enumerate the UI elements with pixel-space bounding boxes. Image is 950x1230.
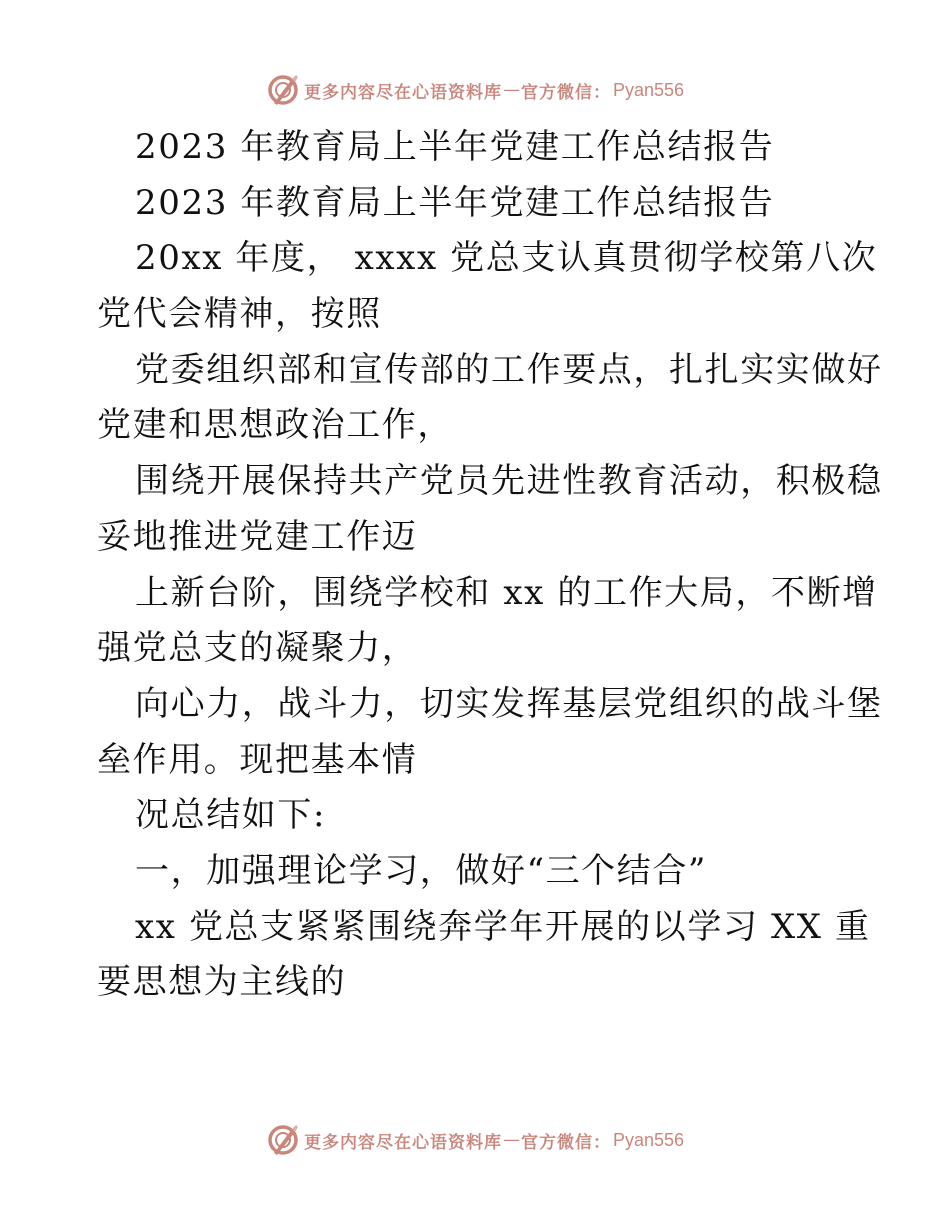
- paragraph-line: 向心力，战斗力，切实发挥基层党组织的战斗堡: [135, 683, 883, 724]
- paragraph-line: 党委组织部和宣传部的工作要点，扎扎实实做好: [135, 349, 883, 390]
- paragraph-line: 20xx 年度， xxxx 党总支认真贯彻学校第八次: [135, 238, 878, 279]
- document-body: [97, 120, 883, 1011]
- paragraph-line: 况总结如下:: [135, 795, 327, 836]
- watermark-dash: —: [502, 1130, 520, 1150]
- pen-logo-icon: [266, 1123, 300, 1157]
- paragraph-line: 党建和思想政治工作，: [97, 405, 453, 446]
- watermark-banner-bottom: [0, 1120, 950, 1160]
- document-subtitle: 2023 年教育局上半年党建工作总结报告: [135, 182, 775, 223]
- section-heading: 一，加强理论学习，做好“三个结合”: [135, 850, 707, 891]
- watermark-banner-top: [0, 70, 950, 110]
- paragraph-line: 要思想为主线的: [97, 962, 347, 1003]
- pen-logo-icon: [266, 73, 300, 107]
- watermark-wechat-id: Pyan556: [612, 79, 685, 100]
- paragraph-line: 妥地推进党建工作迈: [97, 516, 418, 557]
- paragraph-line: 党代会精神，按照: [97, 294, 382, 335]
- watermark-wechat-label: 官方微信：: [520, 1132, 611, 1153]
- watermark-dash: —: [502, 80, 520, 100]
- paragraph-line: 垒作用。现把基本情: [97, 739, 418, 780]
- paragraph-line: 围绕开展保持共产党员先进性教育活动，积极稳: [135, 461, 883, 502]
- watermark-text: 更多内容尽在心语资料库: [303, 1132, 502, 1153]
- document-title: 2023 年教育局上半年党建工作总结报告: [135, 127, 775, 167]
- watermark-text: 更多内容尽在心语资料库: [303, 82, 502, 103]
- paragraph-line: 上新台阶，围绕学校和 xx 的工作大局，不断增: [135, 572, 878, 613]
- watermark-wechat-id: Pyan556: [612, 1129, 685, 1150]
- paragraph-line: xx 党总支紧紧围绕奔学年开展的以学习 XX 重: [135, 906, 871, 947]
- watermark-wechat-label: 官方微信：: [520, 82, 611, 103]
- paragraph-line: 强党总支的凝聚力，: [97, 628, 418, 669]
